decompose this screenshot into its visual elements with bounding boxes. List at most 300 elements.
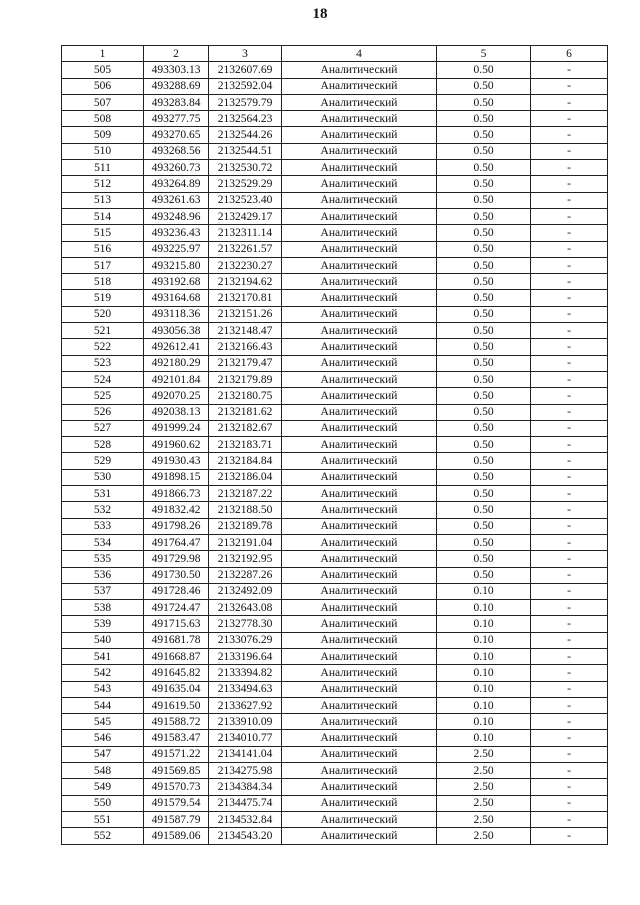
table-row: [62, 176, 608, 192]
table-row: [62, 94, 608, 110]
point-number-cell: 529: [62, 453, 144, 469]
table-row: [62, 208, 608, 224]
accuracy-cell: 2.50: [437, 828, 531, 844]
y-coordinate-cell: 2134384.34: [209, 779, 282, 795]
point-number-cell: 516: [62, 241, 144, 257]
point-number-cell: 552: [62, 828, 144, 844]
y-coordinate-cell: 2132529.29: [209, 176, 282, 192]
y-coordinate-cell: 2133910.09: [209, 714, 282, 730]
y-coordinate-cell: 2132579.79: [209, 94, 282, 110]
point-number-cell: 523: [62, 355, 144, 371]
note-cell: -: [531, 518, 608, 534]
x-coordinate-cell: 492612.41: [144, 339, 209, 355]
table-row: [62, 648, 608, 664]
table-row: [62, 763, 608, 779]
x-coordinate-cell: 491898.15: [144, 469, 209, 485]
y-coordinate-cell: 2132778.30: [209, 616, 282, 632]
note-cell: -: [531, 502, 608, 518]
x-coordinate-cell: 491730.50: [144, 567, 209, 583]
note-cell: -: [531, 257, 608, 273]
point-number-cell: 510: [62, 143, 144, 159]
method-cell: Аналитический: [282, 420, 437, 436]
method-cell: Аналитический: [282, 551, 437, 567]
point-number-cell: 522: [62, 339, 144, 355]
note-cell: -: [531, 225, 608, 241]
point-number-cell: 546: [62, 730, 144, 746]
method-cell: Аналитический: [282, 811, 437, 827]
point-number-cell: 539: [62, 616, 144, 632]
y-coordinate-cell: 2133076.29: [209, 632, 282, 648]
note-cell: -: [531, 274, 608, 290]
table-row: [62, 420, 608, 436]
method-cell: Аналитический: [282, 518, 437, 534]
point-number-cell: 544: [62, 697, 144, 713]
x-coordinate-cell: 491569.85: [144, 763, 209, 779]
note-cell: -: [531, 176, 608, 192]
x-coordinate-cell: 491571.22: [144, 746, 209, 762]
y-coordinate-cell: 2132544.26: [209, 127, 282, 143]
note-cell: -: [531, 763, 608, 779]
x-coordinate-cell: 491583.47: [144, 730, 209, 746]
accuracy-cell: 0.50: [437, 371, 531, 387]
method-cell: Аналитический: [282, 502, 437, 518]
x-coordinate-cell: 493264.89: [144, 176, 209, 192]
accuracy-cell: 0.50: [437, 469, 531, 485]
method-cell: Аналитический: [282, 746, 437, 762]
method-cell: Аналитический: [282, 225, 437, 241]
accuracy-cell: 0.50: [437, 62, 531, 78]
method-cell: Аналитический: [282, 763, 437, 779]
table-row: [62, 567, 608, 583]
note-cell: -: [531, 551, 608, 567]
note-cell: -: [531, 78, 608, 94]
y-coordinate-cell: 2132287.26: [209, 567, 282, 583]
method-cell: Аналитический: [282, 779, 437, 795]
x-coordinate-cell: 493283.84: [144, 94, 209, 110]
x-coordinate-cell: 491866.73: [144, 486, 209, 502]
y-coordinate-cell: 2133394.82: [209, 665, 282, 681]
y-coordinate-cell: 2133494.63: [209, 681, 282, 697]
method-cell: Аналитический: [282, 94, 437, 110]
table-row: [62, 600, 608, 616]
point-number-cell: 521: [62, 323, 144, 339]
accuracy-cell: 0.50: [437, 94, 531, 110]
method-cell: Аналитический: [282, 567, 437, 583]
table-row: [62, 323, 608, 339]
point-number-cell: 547: [62, 746, 144, 762]
table-row: [62, 583, 608, 599]
point-number-cell: 524: [62, 371, 144, 387]
point-number-cell: 507: [62, 94, 144, 110]
x-coordinate-cell: 491832.42: [144, 502, 209, 518]
x-coordinate-cell: 492180.29: [144, 355, 209, 371]
column-header-1: 1: [62, 46, 144, 62]
y-coordinate-cell: 2132523.40: [209, 192, 282, 208]
note-cell: -: [531, 62, 608, 78]
note-cell: -: [531, 795, 608, 811]
table-row: [62, 388, 608, 404]
table-row: [62, 714, 608, 730]
coordinates-table: [61, 45, 608, 845]
x-coordinate-cell: 493268.56: [144, 143, 209, 159]
x-coordinate-cell: 491635.04: [144, 681, 209, 697]
note-cell: -: [531, 208, 608, 224]
accuracy-cell: 2.50: [437, 763, 531, 779]
note-cell: -: [531, 534, 608, 550]
point-number-cell: 538: [62, 600, 144, 616]
method-cell: Аналитический: [282, 241, 437, 257]
point-number-cell: 532: [62, 502, 144, 518]
point-number-cell: 536: [62, 567, 144, 583]
point-number-cell: 520: [62, 306, 144, 322]
accuracy-cell: 0.50: [437, 453, 531, 469]
y-coordinate-cell: 2134141.04: [209, 746, 282, 762]
method-cell: Аналитический: [282, 486, 437, 502]
point-number-cell: 551: [62, 811, 144, 827]
table-row: [62, 127, 608, 143]
accuracy-cell: 0.50: [437, 339, 531, 355]
column-header-3: 3: [209, 46, 282, 62]
table-row: [62, 404, 608, 420]
note-cell: -: [531, 160, 608, 176]
y-coordinate-cell: 2134532.84: [209, 811, 282, 827]
accuracy-cell: 0.50: [437, 208, 531, 224]
accuracy-cell: 0.50: [437, 160, 531, 176]
y-coordinate-cell: 2132151.26: [209, 306, 282, 322]
point-number-cell: 513: [62, 192, 144, 208]
method-cell: Аналитический: [282, 697, 437, 713]
y-coordinate-cell: 2132429.17: [209, 208, 282, 224]
table-body: [62, 62, 608, 844]
y-coordinate-cell: 2132187.22: [209, 486, 282, 502]
y-coordinate-cell: 2132261.57: [209, 241, 282, 257]
table-row: [62, 111, 608, 127]
point-number-cell: 545: [62, 714, 144, 730]
method-cell: Аналитический: [282, 453, 437, 469]
accuracy-cell: 0.50: [437, 518, 531, 534]
y-coordinate-cell: 2132607.69: [209, 62, 282, 78]
table-header-row: [62, 46, 608, 62]
column-header-6: 6: [531, 46, 608, 62]
table-row: [62, 730, 608, 746]
point-number-cell: 540: [62, 632, 144, 648]
x-coordinate-cell: 493288.69: [144, 78, 209, 94]
point-number-cell: 506: [62, 78, 144, 94]
table-row: [62, 502, 608, 518]
point-number-cell: 542: [62, 665, 144, 681]
x-coordinate-cell: 491930.43: [144, 453, 209, 469]
method-cell: Аналитический: [282, 714, 437, 730]
method-cell: Аналитический: [282, 127, 437, 143]
y-coordinate-cell: 2132230.27: [209, 257, 282, 273]
note-cell: -: [531, 779, 608, 795]
table-row: [62, 437, 608, 453]
table-row: [62, 241, 608, 257]
point-number-cell: 535: [62, 551, 144, 567]
table-row: [62, 665, 608, 681]
accuracy-cell: 0.50: [437, 420, 531, 436]
y-coordinate-cell: 2132592.04: [209, 78, 282, 94]
point-number-cell: 530: [62, 469, 144, 485]
note-cell: -: [531, 127, 608, 143]
table-row: [62, 78, 608, 94]
accuracy-cell: 2.50: [437, 779, 531, 795]
y-coordinate-cell: 2132564.23: [209, 111, 282, 127]
x-coordinate-cell: 491764.47: [144, 534, 209, 550]
column-header-5: 5: [437, 46, 531, 62]
y-coordinate-cell: 2132183.71: [209, 437, 282, 453]
note-cell: -: [531, 371, 608, 387]
point-number-cell: 533: [62, 518, 144, 534]
y-coordinate-cell: 2132148.47: [209, 323, 282, 339]
accuracy-cell: 0.10: [437, 714, 531, 730]
x-coordinate-cell: 491960.62: [144, 437, 209, 453]
note-cell: -: [531, 143, 608, 159]
y-coordinate-cell: 2132530.72: [209, 160, 282, 176]
point-number-cell: 543: [62, 681, 144, 697]
note-cell: -: [531, 404, 608, 420]
method-cell: Аналитический: [282, 274, 437, 290]
point-number-cell: 537: [62, 583, 144, 599]
x-coordinate-cell: 491999.24: [144, 420, 209, 436]
y-coordinate-cell: 2132643.08: [209, 600, 282, 616]
accuracy-cell: 0.50: [437, 404, 531, 420]
point-number-cell: 549: [62, 779, 144, 795]
accuracy-cell: 0.50: [437, 437, 531, 453]
note-cell: -: [531, 714, 608, 730]
y-coordinate-cell: 2132186.04: [209, 469, 282, 485]
y-coordinate-cell: 2132311.14: [209, 225, 282, 241]
note-cell: -: [531, 583, 608, 599]
method-cell: Аналитический: [282, 388, 437, 404]
method-cell: Аналитический: [282, 730, 437, 746]
accuracy-cell: 0.50: [437, 111, 531, 127]
method-cell: Аналитический: [282, 600, 437, 616]
table-row: [62, 306, 608, 322]
note-cell: -: [531, 339, 608, 355]
accuracy-cell: 0.50: [437, 388, 531, 404]
table-row: [62, 257, 608, 273]
table-row: [62, 616, 608, 632]
method-cell: Аналитический: [282, 828, 437, 844]
accuracy-cell: 0.50: [437, 486, 531, 502]
x-coordinate-cell: 492101.84: [144, 371, 209, 387]
note-cell: -: [531, 616, 608, 632]
x-coordinate-cell: 493261.63: [144, 192, 209, 208]
accuracy-cell: 0.50: [437, 225, 531, 241]
y-coordinate-cell: 2132181.62: [209, 404, 282, 420]
table-row: [62, 192, 608, 208]
accuracy-cell: 0.10: [437, 616, 531, 632]
note-cell: -: [531, 469, 608, 485]
accuracy-cell: 0.50: [437, 355, 531, 371]
x-coordinate-cell: 493056.38: [144, 323, 209, 339]
y-coordinate-cell: 2132492.09: [209, 583, 282, 599]
method-cell: Аналитический: [282, 371, 437, 387]
x-coordinate-cell: 491589.06: [144, 828, 209, 844]
point-number-cell: 505: [62, 62, 144, 78]
table-row: [62, 290, 608, 306]
x-coordinate-cell: 491619.50: [144, 697, 209, 713]
table-row: [62, 225, 608, 241]
accuracy-cell: 0.50: [437, 567, 531, 583]
x-coordinate-cell: 491588.72: [144, 714, 209, 730]
accuracy-cell: 2.50: [437, 746, 531, 762]
y-coordinate-cell: 2134475.74: [209, 795, 282, 811]
method-cell: Аналитический: [282, 290, 437, 306]
point-number-cell: 511: [62, 160, 144, 176]
accuracy-cell: 0.10: [437, 583, 531, 599]
table-row: [62, 143, 608, 159]
note-cell: -: [531, 486, 608, 502]
y-coordinate-cell: 2132544.51: [209, 143, 282, 159]
accuracy-cell: 0.50: [437, 290, 531, 306]
accuracy-cell: 0.50: [437, 143, 531, 159]
y-coordinate-cell: 2134275.98: [209, 763, 282, 779]
point-number-cell: 519: [62, 290, 144, 306]
note-cell: -: [531, 420, 608, 436]
note-cell: -: [531, 323, 608, 339]
point-number-cell: 528: [62, 437, 144, 453]
x-coordinate-cell: 491579.54: [144, 795, 209, 811]
y-coordinate-cell: 2132180.75: [209, 388, 282, 404]
accuracy-cell: 0.50: [437, 127, 531, 143]
accuracy-cell: 0.50: [437, 274, 531, 290]
note-cell: -: [531, 632, 608, 648]
accuracy-cell: 0.50: [437, 241, 531, 257]
point-number-cell: 550: [62, 795, 144, 811]
table-row: [62, 274, 608, 290]
point-number-cell: 508: [62, 111, 144, 127]
method-cell: Аналитический: [282, 583, 437, 599]
note-cell: -: [531, 811, 608, 827]
accuracy-cell: 0.10: [437, 681, 531, 697]
y-coordinate-cell: 2132192.95: [209, 551, 282, 567]
note-cell: -: [531, 681, 608, 697]
note-cell: -: [531, 437, 608, 453]
method-cell: Аналитический: [282, 355, 437, 371]
point-number-cell: 514: [62, 208, 144, 224]
y-coordinate-cell: 2132179.47: [209, 355, 282, 371]
x-coordinate-cell: 493277.75: [144, 111, 209, 127]
accuracy-cell: 0.50: [437, 78, 531, 94]
x-coordinate-cell: 493225.97: [144, 241, 209, 257]
x-coordinate-cell: 493270.65: [144, 127, 209, 143]
table-row: [62, 518, 608, 534]
x-coordinate-cell: 491798.26: [144, 518, 209, 534]
x-coordinate-cell: 492038.13: [144, 404, 209, 420]
accuracy-cell: 0.50: [437, 323, 531, 339]
x-coordinate-cell: 491681.78: [144, 632, 209, 648]
accuracy-cell: 0.10: [437, 697, 531, 713]
note-cell: -: [531, 697, 608, 713]
point-number-cell: 518: [62, 274, 144, 290]
table-row: [62, 795, 608, 811]
accuracy-cell: 0.10: [437, 600, 531, 616]
x-coordinate-cell: 492070.25: [144, 388, 209, 404]
method-cell: Аналитический: [282, 534, 437, 550]
accuracy-cell: 0.10: [437, 648, 531, 664]
note-cell: -: [531, 94, 608, 110]
table-row: [62, 746, 608, 762]
x-coordinate-cell: 491645.82: [144, 665, 209, 681]
method-cell: Аналитический: [282, 323, 437, 339]
x-coordinate-cell: 493260.73: [144, 160, 209, 176]
table-row: [62, 62, 608, 78]
table-row: [62, 371, 608, 387]
table-row: [62, 534, 608, 550]
x-coordinate-cell: 493192.68: [144, 274, 209, 290]
method-cell: Аналитический: [282, 648, 437, 664]
note-cell: -: [531, 388, 608, 404]
method-cell: Аналитический: [282, 176, 437, 192]
table-row: [62, 811, 608, 827]
method-cell: Аналитический: [282, 78, 437, 94]
x-coordinate-cell: 493164.68: [144, 290, 209, 306]
table-row: [62, 355, 608, 371]
point-number-cell: 531: [62, 486, 144, 502]
point-number-cell: 548: [62, 763, 144, 779]
y-coordinate-cell: 2132189.78: [209, 518, 282, 534]
accuracy-cell: 0.50: [437, 192, 531, 208]
point-number-cell: 526: [62, 404, 144, 420]
accuracy-cell: 0.10: [437, 730, 531, 746]
note-cell: -: [531, 648, 608, 664]
note-cell: -: [531, 192, 608, 208]
method-cell: Аналитический: [282, 208, 437, 224]
column-header-2: 2: [144, 46, 209, 62]
note-cell: -: [531, 730, 608, 746]
table-row: [62, 339, 608, 355]
accuracy-cell: 0.50: [437, 534, 531, 550]
point-number-cell: 509: [62, 127, 144, 143]
y-coordinate-cell: 2132182.67: [209, 420, 282, 436]
point-number-cell: 525: [62, 388, 144, 404]
method-cell: Аналитический: [282, 160, 437, 176]
accuracy-cell: 0.50: [437, 257, 531, 273]
note-cell: -: [531, 567, 608, 583]
x-coordinate-cell: 491715.63: [144, 616, 209, 632]
method-cell: Аналитический: [282, 192, 437, 208]
table-row: [62, 486, 608, 502]
table-row: [62, 160, 608, 176]
x-coordinate-cell: 493303.13: [144, 62, 209, 78]
method-cell: Аналитический: [282, 795, 437, 811]
y-coordinate-cell: 2132191.04: [209, 534, 282, 550]
accuracy-cell: 0.50: [437, 176, 531, 192]
accuracy-cell: 0.50: [437, 306, 531, 322]
method-cell: Аналитический: [282, 143, 437, 159]
note-cell: -: [531, 306, 608, 322]
page-number: 18: [312, 6, 328, 22]
x-coordinate-cell: 491668.87: [144, 648, 209, 664]
point-number-cell: 527: [62, 420, 144, 436]
method-cell: Аналитический: [282, 632, 437, 648]
y-coordinate-cell: 2132184.84: [209, 453, 282, 469]
x-coordinate-cell: 491728.46: [144, 583, 209, 599]
y-coordinate-cell: 2133196.64: [209, 648, 282, 664]
method-cell: Аналитический: [282, 681, 437, 697]
x-coordinate-cell: 493215.80: [144, 257, 209, 273]
accuracy-cell: 2.50: [437, 811, 531, 827]
point-number-cell: 517: [62, 257, 144, 273]
x-coordinate-cell: 491724.47: [144, 600, 209, 616]
table-row: [62, 469, 608, 485]
accuracy-cell: 0.10: [437, 632, 531, 648]
method-cell: Аналитический: [282, 404, 437, 420]
x-coordinate-cell: 491587.79: [144, 811, 209, 827]
table-row: [62, 779, 608, 795]
